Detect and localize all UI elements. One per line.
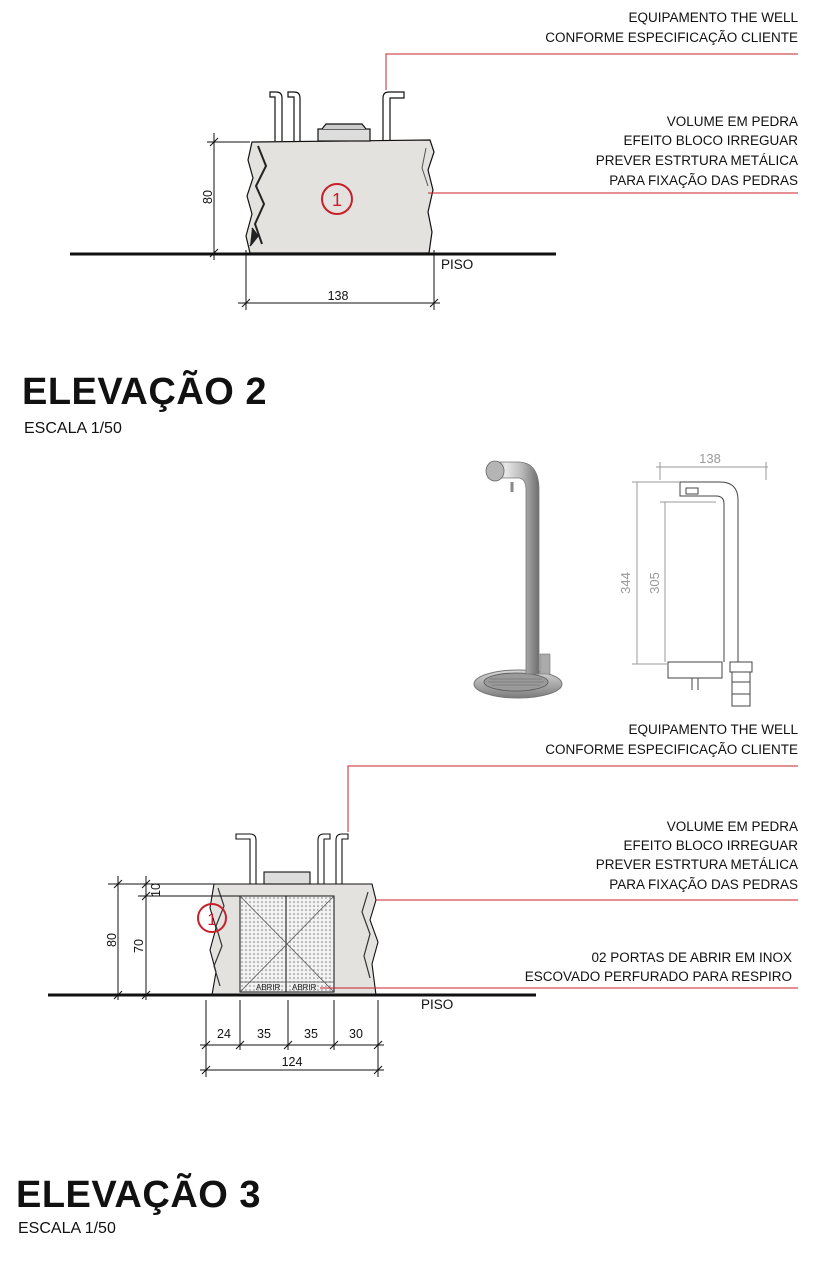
fountain-taps	[236, 834, 348, 884]
item-tag-number: 1	[331, 190, 343, 210]
segment-width-1: 24	[217, 1027, 231, 1041]
door-label-left: ABRIR	[256, 983, 281, 992]
note-stone-line-2: EFEITO BLOCO IRREGUAR	[623, 838, 798, 853]
elevation-3-drawing	[48, 722, 798, 1077]
elevation-2-title: ELEVAÇÃO 2	[22, 371, 268, 413]
note-equipment-line-1: EQUIPAMENTO THE WELL	[628, 722, 798, 737]
elevation-2-drawing	[70, 10, 798, 310]
product-total-height-value: 344	[618, 572, 633, 594]
fountain-taps	[270, 92, 404, 141]
note-stone-line-1: VOLUME EM PEDRA	[666, 114, 798, 129]
door-height-value: 70	[132, 939, 146, 953]
floor-label: PISO	[441, 257, 474, 272]
note-equipment-line-1: EQUIPAMENTO THE WELL	[628, 10, 798, 25]
height-dimension-value: 80	[201, 190, 215, 204]
note-stone-line-4: PARA FIXAÇÃO DAS PEDRAS	[609, 173, 798, 188]
segment-width-4: 30	[349, 1027, 363, 1041]
product-width-value: 138	[699, 451, 721, 466]
note-stone-line-4: PARA FIXAÇÃO DAS PEDRAS	[609, 877, 798, 892]
item-tag-number: 1	[207, 910, 217, 929]
width-dimension-value: 138	[327, 289, 349, 303]
note-doors-line-1: 02 PORTAS DE ABRIR EM INOX	[591, 950, 792, 965]
note-stone-line-2: EFEITO BLOCO IRREGUAR	[623, 133, 798, 148]
note-stone-line-1: VOLUME EM PEDRA	[666, 819, 798, 834]
note-stone-line-3: PREVER ESTRTURA METÁLICA	[595, 857, 798, 872]
product-illustration	[474, 461, 562, 698]
note-equipment-line-2: CONFORME ESPECIFICAÇÃO CLIENTE	[545, 742, 798, 757]
note-doors-line-2: ESCOVADO PERFURADO PARA RESPIRO	[524, 969, 792, 984]
elevation-3-scale: ESCALA 1/50	[18, 1220, 116, 1237]
total-width-value: 124	[281, 1055, 303, 1069]
elevation-2-scale: ESCALA 1/50	[24, 420, 122, 437]
elevation-3-title: ELEVAÇÃO 3	[16, 1174, 262, 1216]
door-left	[240, 896, 286, 992]
total-height-value: 80	[105, 933, 119, 947]
door-right	[286, 896, 334, 992]
segment-width-2: 35	[257, 1027, 271, 1041]
note-equipment-line-2: CONFORME ESPECIFICAÇÃO CLIENTE	[545, 30, 798, 45]
product-technical-drawing	[668, 482, 752, 706]
product-body-height-value: 305	[647, 572, 662, 594]
segment-width-3: 35	[304, 1027, 318, 1041]
product-dimensions	[632, 462, 768, 664]
door-label-right: ABRIR	[292, 983, 317, 992]
note-stone-line-3: PREVER ESTRTURA METÁLICA	[595, 153, 798, 168]
floor-label: PISO	[421, 997, 454, 1012]
top-height-value: 10	[149, 883, 163, 897]
